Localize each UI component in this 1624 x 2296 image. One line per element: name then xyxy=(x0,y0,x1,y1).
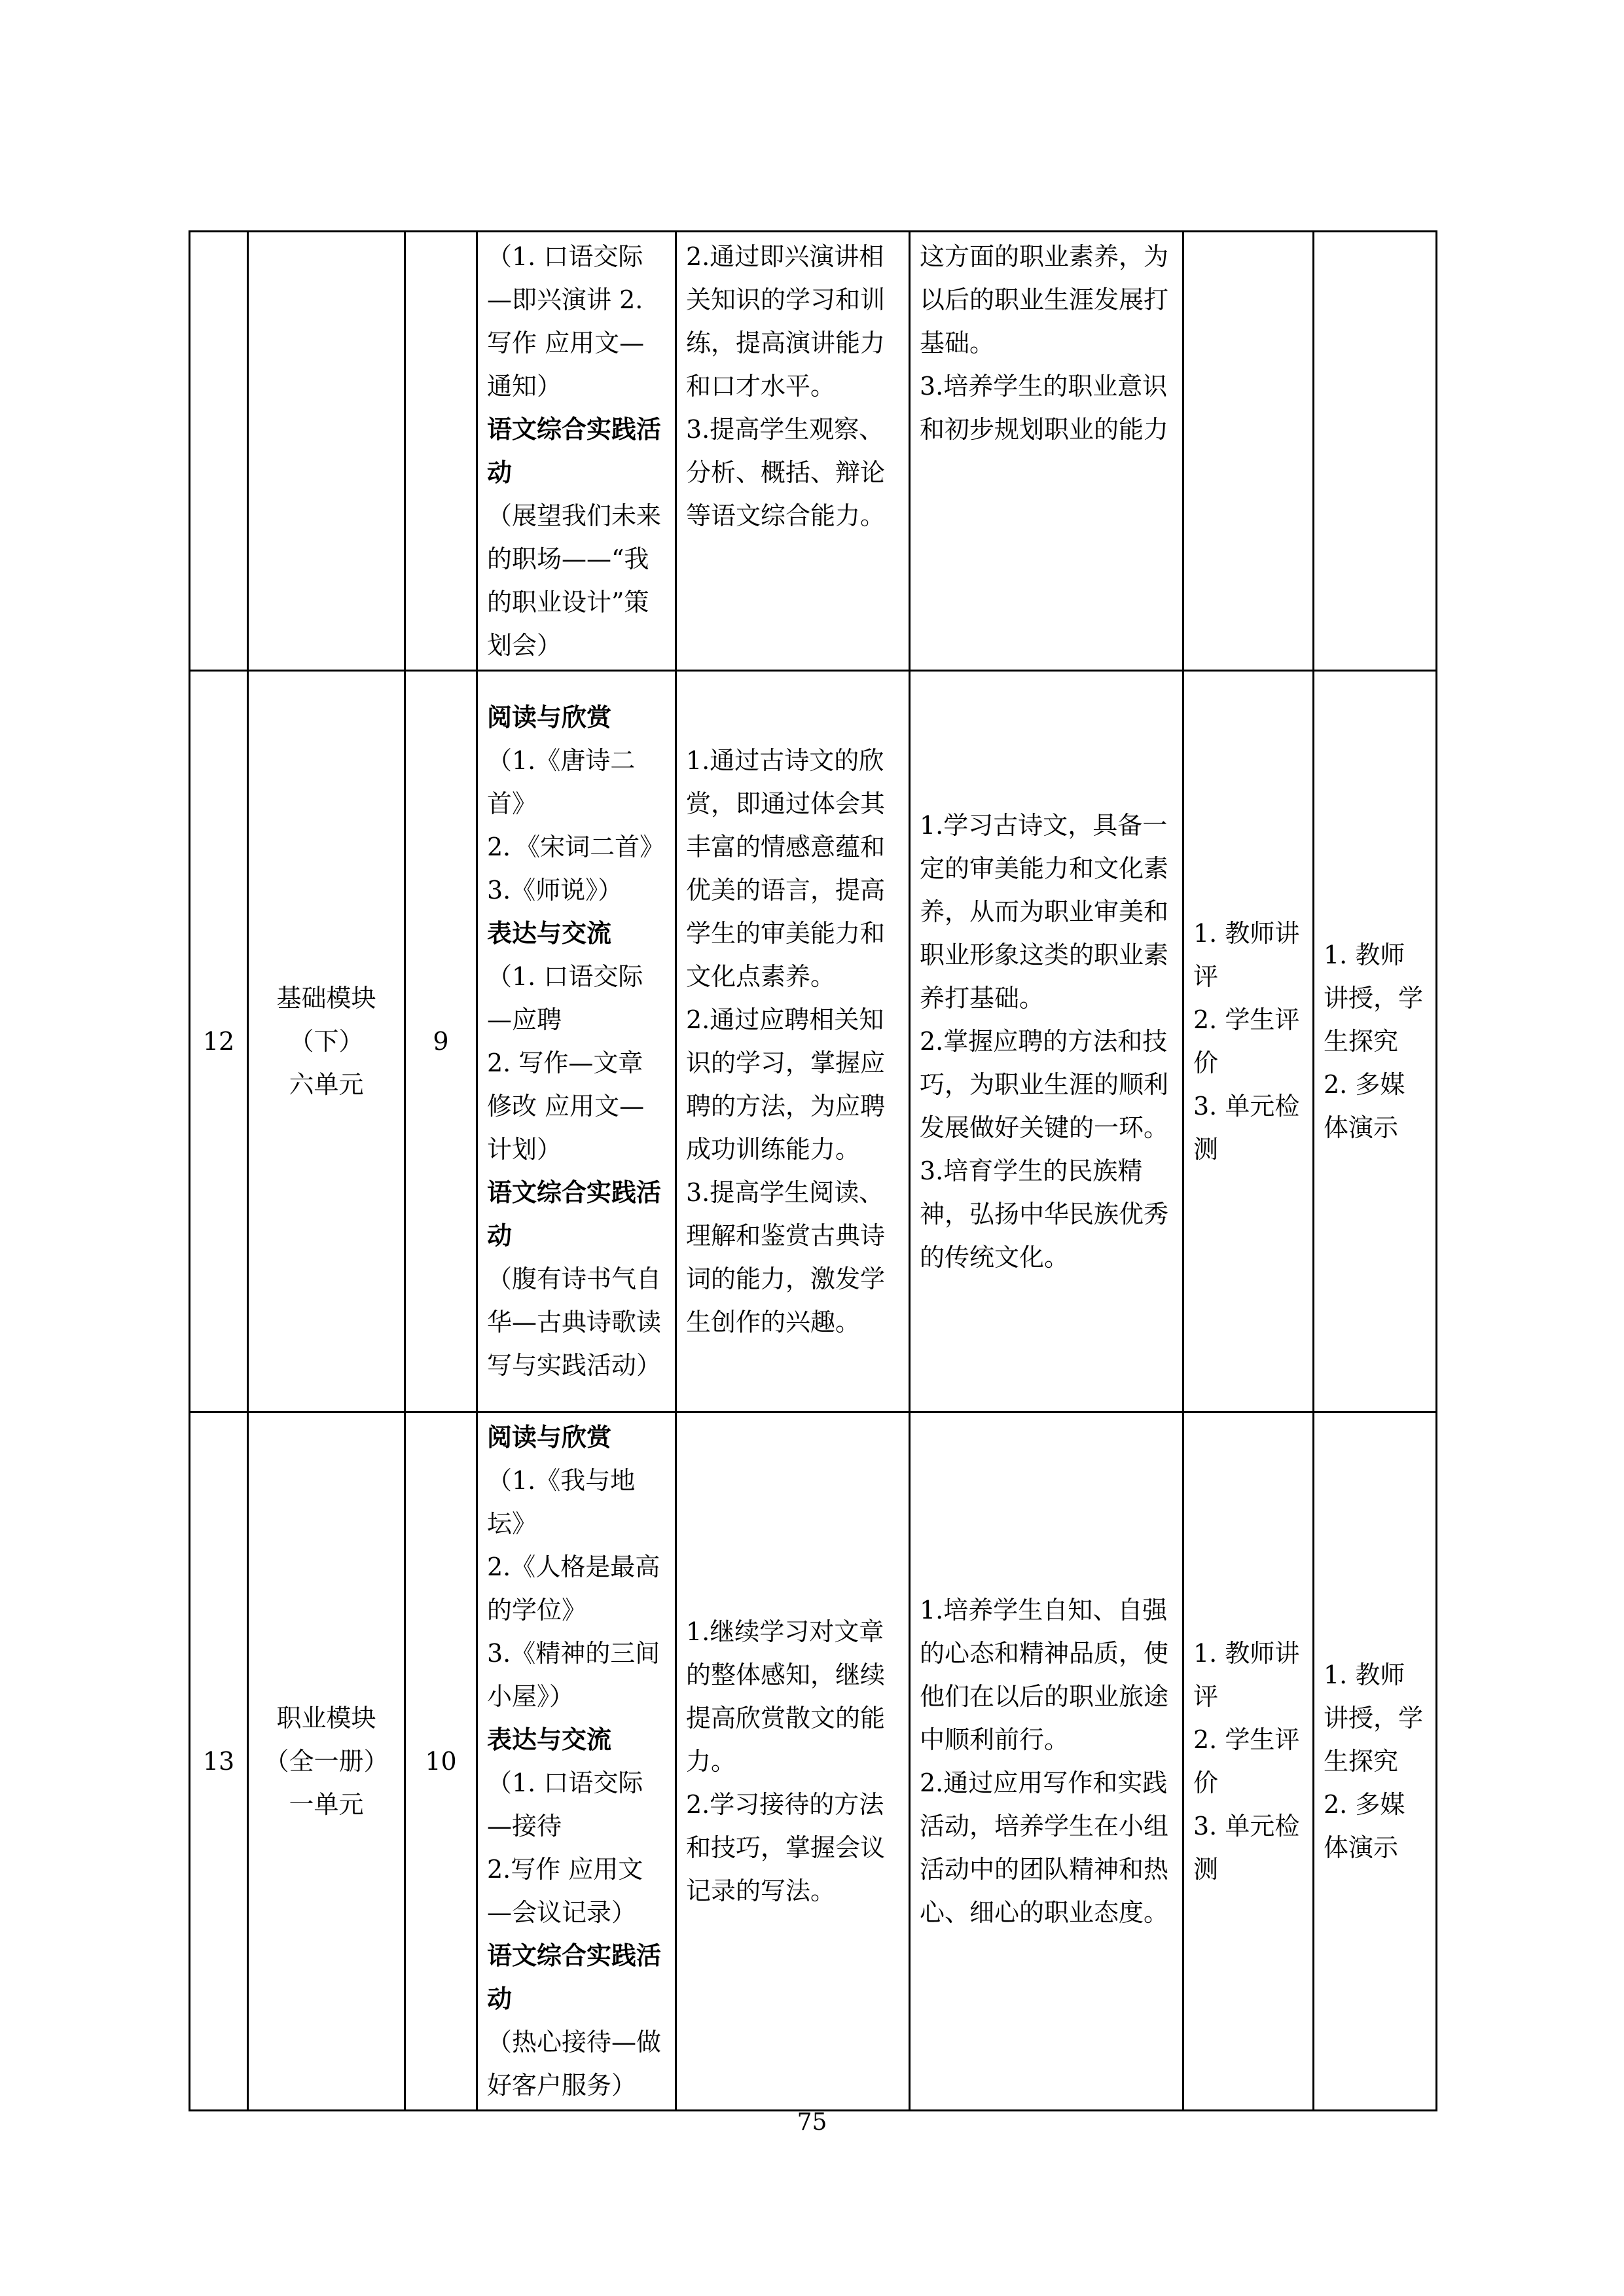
table-row xyxy=(190,1412,1437,2111)
evaluation-item: 3. 单元检测 xyxy=(1193,1092,1300,1164)
module-line: 六单元 xyxy=(289,1070,364,1099)
evaluation-item: 2. 学生评价 xyxy=(1193,1005,1300,1077)
objective-item: 1.通过古诗文的欣赏，即通过体会其丰富的情感意蕴和优美的语言，提高学生的审美能力和文化点素养。 xyxy=(686,746,886,991)
evaluation-item: 1. 教师讲评 xyxy=(1193,919,1300,991)
method-item: 1. 教师讲授，学生探究 xyxy=(1324,941,1424,1056)
module-line: （下） xyxy=(289,1027,364,1056)
content-heading: 表达与交流 xyxy=(487,1725,612,1754)
content-line: （1.《唐诗二首》 xyxy=(487,746,636,818)
methods-cell xyxy=(1314,671,1437,1412)
content-line: 2. 写作—文章修改 应用文—计划） xyxy=(487,1049,645,1164)
quality-item: 2.通过应用写作和实践活动，培养学生在小组活动中的团队精神和热心、细心的职业态度。 xyxy=(920,1768,1169,1927)
table-row xyxy=(190,232,1437,671)
content-line: （1. 口语交际—即兴演讲 2.写作 应用文—通知） xyxy=(487,242,645,401)
objective-item: 3.提高学生阅读、理解和鉴赏古典诗词的能力，激发学生创作的兴趣。 xyxy=(686,1178,886,1336)
content-line: （1. 口语交际—接待 xyxy=(487,1768,643,1840)
evaluation-item: 2. 学生评价 xyxy=(1193,1725,1300,1797)
module-line: 一单元 xyxy=(289,1790,364,1819)
page-number: 75 xyxy=(797,2109,827,2136)
methods-cell xyxy=(1314,232,1437,671)
quality-cell xyxy=(910,232,1183,671)
content-cell xyxy=(477,232,676,671)
objective-item: 1.继续学习对文章的整体感知，继续提高欣赏散文的能力。 xyxy=(686,1617,886,1776)
row-number-cell: 13 xyxy=(190,1412,248,2111)
module-line: 基础模块 xyxy=(276,984,376,1013)
content-line: 3.《师说》） xyxy=(487,876,623,905)
objective-item: 2.学习接待的方法和技巧，掌握会议记录的写法。 xyxy=(686,1790,886,1905)
quality-item: 2.掌握应聘的方法和技巧，为职业生涯的顺利发展做好关键的一环。 xyxy=(920,1027,1169,1142)
content-cell xyxy=(477,1412,676,2111)
content-line: 3.《精神的三间小屋》） xyxy=(487,1639,660,1711)
quality-item: 3.培育学生的民族精神，弘扬中华民族优秀的传统文化。 xyxy=(920,1157,1169,1272)
method-item: 1. 教师讲授，学生探究 xyxy=(1324,1660,1424,1776)
evaluation-cell xyxy=(1183,1412,1314,2111)
module-line: 职业模块 xyxy=(276,1704,376,1732)
objective-item: 3.提高学生观察、分析、概括、辩论等语文综合能力。 xyxy=(686,415,886,530)
quality-cell xyxy=(910,1412,1183,2111)
row-number-cell: 12 xyxy=(190,671,248,1412)
table-row xyxy=(190,671,1437,1412)
content-line: 2.写作 应用文—会议记录） xyxy=(487,1855,643,1927)
objective-item: 2.通过即兴演讲相关知识的学习和训练，提高演讲能力和口才水平。 xyxy=(686,242,886,401)
content-line: （1. 口语交际—应聘 xyxy=(487,962,643,1034)
table-body xyxy=(190,232,1437,2111)
content-line: （展望我们未来的职场——“我的职业设计”策划会） xyxy=(487,501,662,660)
content-line: （腹有诗书气自华—古典诗歌读写与实践活动） xyxy=(487,1265,662,1380)
objectives-cell xyxy=(676,232,910,671)
evaluation-item: 1. 教师讲评 xyxy=(1193,1639,1300,1711)
content-heading: 阅读与欣赏 xyxy=(487,702,612,732)
module-cell xyxy=(248,232,405,671)
objectives-cell xyxy=(676,1412,910,2111)
content-heading: 语文综合实践活动 xyxy=(487,414,662,487)
row-number-cell xyxy=(190,232,248,671)
content-heading: 阅读与欣赏 xyxy=(487,1422,612,1452)
quality-item: 1.培养学生自知、自强的心态和精神品质，使他们在以后的职业旅途中顺利前行。 xyxy=(920,1596,1169,1754)
hours-cell: 10 xyxy=(405,1412,477,2111)
module-cell xyxy=(248,1412,405,2111)
methods-cell xyxy=(1314,1412,1437,2111)
method-item: 2. 多媒体演示 xyxy=(1324,1070,1405,1142)
module-line: （全一册） xyxy=(264,1747,389,1776)
objectives-cell xyxy=(676,671,910,1412)
content-line: （热心接待—做好客户服务） xyxy=(487,2028,662,2100)
evaluation-cell xyxy=(1183,671,1314,1412)
module-cell xyxy=(248,671,405,1412)
content-heading: 表达与交流 xyxy=(487,918,612,948)
curriculum-table xyxy=(189,230,1437,2111)
content-cell xyxy=(477,671,676,1412)
content-line: 2.《人格是最高的学位》 xyxy=(487,1552,660,1624)
evaluation-cell xyxy=(1183,232,1314,671)
quality-cell xyxy=(910,671,1183,1412)
hours-cell: 9 xyxy=(405,671,477,1412)
content-heading: 语文综合实践活动 xyxy=(487,1177,662,1250)
method-item: 2. 多媒体演示 xyxy=(1324,1790,1405,1862)
quality-item: 这方面的职业素养，为以后的职业生涯发展打基础。 xyxy=(920,242,1169,357)
content-heading: 语文综合实践活动 xyxy=(487,1941,662,2013)
quality-item: 1.学习古诗文，具备一定的审美能力和文化素养，从而为职业审美和职业形象这类的职业素养打基础。 xyxy=(920,811,1169,1013)
evaluation-item: 3. 单元检测 xyxy=(1193,1812,1300,1884)
quality-item: 3.培养学生的职业意识和初步规划职业的能力 xyxy=(920,372,1169,444)
content-line: （1.《我与地坛》 xyxy=(487,1466,636,1538)
objective-item: 2.通过应聘相关知识的学习，掌握应聘的方法，为应聘成功训练能力。 xyxy=(686,1005,886,1164)
content-line: 2．《宋词二首》 xyxy=(487,833,665,861)
hours-cell xyxy=(405,232,477,671)
